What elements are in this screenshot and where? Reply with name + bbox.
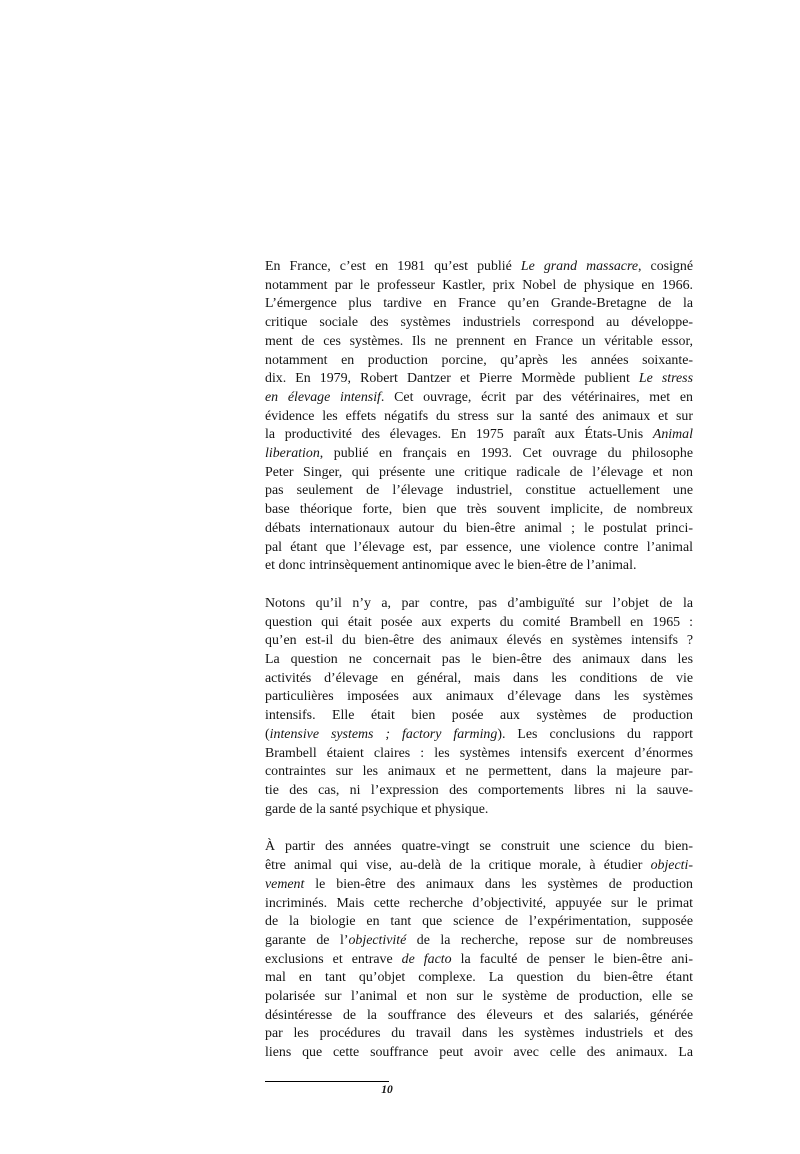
text-line (265, 763, 693, 782)
text-line (265, 707, 693, 726)
text-line (265, 857, 693, 876)
text-segment: débats internationaux autour du bien-être animal ; le postulat princi- (265, 520, 693, 536)
text-line (265, 539, 693, 558)
text-line (265, 482, 693, 501)
text-segment: En France, c’est en 1981 qu’est publié (265, 259, 521, 274)
text-line (265, 876, 693, 895)
text-segment: exclusions et entrave (265, 951, 402, 967)
text-line (265, 988, 693, 1007)
paragraph (265, 838, 693, 1062)
text-segment: Brambell étaient claires : les systèmes intensifs exercent d’énormes (265, 745, 693, 761)
text-segment: être animal qui vise, au-delà de la critique morale, à étudier (265, 858, 651, 874)
text-segment: particulières imposées aux animaux d’élevage dans les systèmes (265, 689, 693, 705)
text-segment: question qui était posée aux experts du comité Brambell en 1965 : (265, 614, 693, 630)
italic-text-segment: vement (265, 876, 305, 892)
italic-text-segment: Le stress (638, 371, 693, 387)
text-line (265, 838, 693, 857)
text-segment: base théorique forte, bien que très souvent implicite, de nombreux (265, 502, 693, 518)
text-line (265, 501, 693, 520)
text-segment: ( (265, 726, 270, 742)
text-line (265, 614, 693, 633)
text-segment: de la recherche, repose sur de nombreuses (406, 932, 693, 948)
text-segment: pas seulement de l’élevage industriel, constitue actuellement une (265, 483, 693, 499)
text-line (265, 520, 693, 539)
text-line (265, 258, 693, 277)
text-segment: ). Les conclusions du rapport (497, 726, 693, 742)
text-line (265, 1044, 693, 1063)
text-segment: désintéresse de la souffrance des éleveurs et des salariés, générée (265, 1007, 693, 1023)
text-line (265, 464, 693, 483)
text-segment: mal en tant qu’objet complexe. La question du bien-être étant (265, 970, 693, 986)
text-segment: la productivité des élevages. En 1975 paraît aux États-Unis (265, 427, 653, 443)
text-segment: . Cet ouvrage, écrit par des vétérinaires, met en (380, 389, 693, 405)
text-line (265, 932, 693, 951)
text-segment: , cosigné (638, 259, 693, 274)
text-line (265, 408, 693, 427)
text-line (265, 557, 693, 576)
text-segment: évidence les effets négatifs du stress sur la santé des animaux et sur (265, 408, 693, 424)
paragraph (265, 595, 693, 819)
italic-text-segment: en élevage intensif (265, 389, 381, 405)
text-segment: garante de l’ (265, 932, 349, 948)
text-line (265, 426, 693, 445)
text-segment: garde de la santé psychique et physique. (265, 801, 489, 817)
text-line (265, 295, 693, 314)
text-line (265, 1025, 693, 1044)
text-segment: La question ne concernait pas le bien-être des animaux dans les (265, 652, 693, 668)
italic-text-segment: intensive systems ; factory farming (269, 726, 498, 742)
text-segment: Notons qu’il n’y a, par contre, pas d’ambiguïté sur l’objet de la (265, 595, 693, 611)
text-segment: pal étant que l’élevage est, par essence, une violence contre l’animal (265, 539, 693, 555)
text-segment: notamment par le professeur Kastler, prix Nobel de physique en 1966. (265, 277, 693, 293)
text-line (265, 314, 693, 333)
text-line (265, 782, 693, 801)
text-line (265, 1007, 693, 1026)
text-line (265, 277, 693, 296)
text-line (265, 595, 693, 614)
text-segment: la faculté de penser le bien-être ani- (451, 951, 693, 967)
italic-text-segment: liberation (265, 446, 320, 462)
text-segment: À partir des années quatre-vingt se construit une science du bien- (265, 839, 693, 855)
text-segment: liens que cette souffrance peut avoir avec celle des animaux. La (265, 1045, 693, 1061)
page-number: 10 (381, 1084, 393, 1096)
italic-text-segment: objectivité (348, 932, 407, 948)
page-footer (265, 1081, 693, 1096)
text-segment: contraintes sur les animaux et ne permettent, dans la majeure par- (265, 764, 693, 780)
text-line (265, 651, 693, 670)
text-segment: dix. En 1979, Robert Dantzer et Pierre Mormède publient (265, 371, 639, 387)
text-line (265, 726, 693, 745)
italic-text-segment: de facto (401, 951, 452, 967)
text-line (265, 745, 693, 764)
italic-text-segment: objecti- (650, 858, 693, 874)
text-segment: par les procédures du travail dans les systèmes industriels et des (265, 1026, 693, 1042)
text-line (265, 370, 693, 389)
text-line (265, 670, 693, 689)
text-line (265, 352, 693, 371)
text-segment: ment de ces systèmes. Ils ne prennent en France un véritable essor, (265, 333, 693, 349)
text-line (265, 445, 693, 464)
text-line (265, 688, 693, 707)
text-line (265, 895, 693, 914)
text-segment: incriminés. Mais cette recherche d’objectivité, appuyée sur le primat (265, 895, 693, 911)
text-segment: intensifs. Elle était bien posée aux systèmes de production (265, 708, 693, 724)
text-segment: Peter Singer, qui présente une critique radicale de l’élevage et non (265, 464, 693, 480)
text-line (265, 632, 693, 651)
text-line (265, 801, 693, 820)
italic-text-segment: Le grand massacre (520, 259, 639, 274)
text-line (265, 333, 693, 352)
text-segment: polarisée sur l’animal et non sur le système de production, elle se (265, 989, 693, 1005)
text-block (265, 258, 693, 1063)
text-segment: , publié en français en 1993. Cet ouvrage du philosophe (319, 446, 693, 462)
text-segment: de la biologie en tant que science de l’expérimentation, supposée (265, 914, 693, 930)
text-segment: L’émergence plus tardive en France qu’en Grande-Bretagne de la (265, 296, 693, 312)
text-line (265, 389, 693, 408)
text-segment: tie des cas, ni l’expression des comportements libres ni la sauve- (265, 782, 693, 798)
text-segment: et donc intrinsèquement antinomique avec le bien-être de l’animal. (265, 558, 637, 574)
text-line (265, 913, 693, 932)
text-segment: qu’en est-il du bien-être des animaux élevés en systèmes intensifs ? (265, 633, 693, 649)
text-segment: activités d’élevage en général, mais dans les conditions de vie (265, 670, 693, 686)
footer-rule (265, 1081, 389, 1082)
text-segment: critique sociale des systèmes industriels correspond au développe- (265, 315, 693, 331)
text-segment: notamment en production porcine, qu’après les années soixante- (265, 352, 693, 368)
paragraph (265, 258, 693, 576)
text-line (265, 969, 693, 988)
text-segment: le bien-être des animaux dans les systèmes de production (304, 876, 693, 892)
text-line (265, 951, 693, 970)
italic-text-segment: Animal (652, 427, 693, 443)
